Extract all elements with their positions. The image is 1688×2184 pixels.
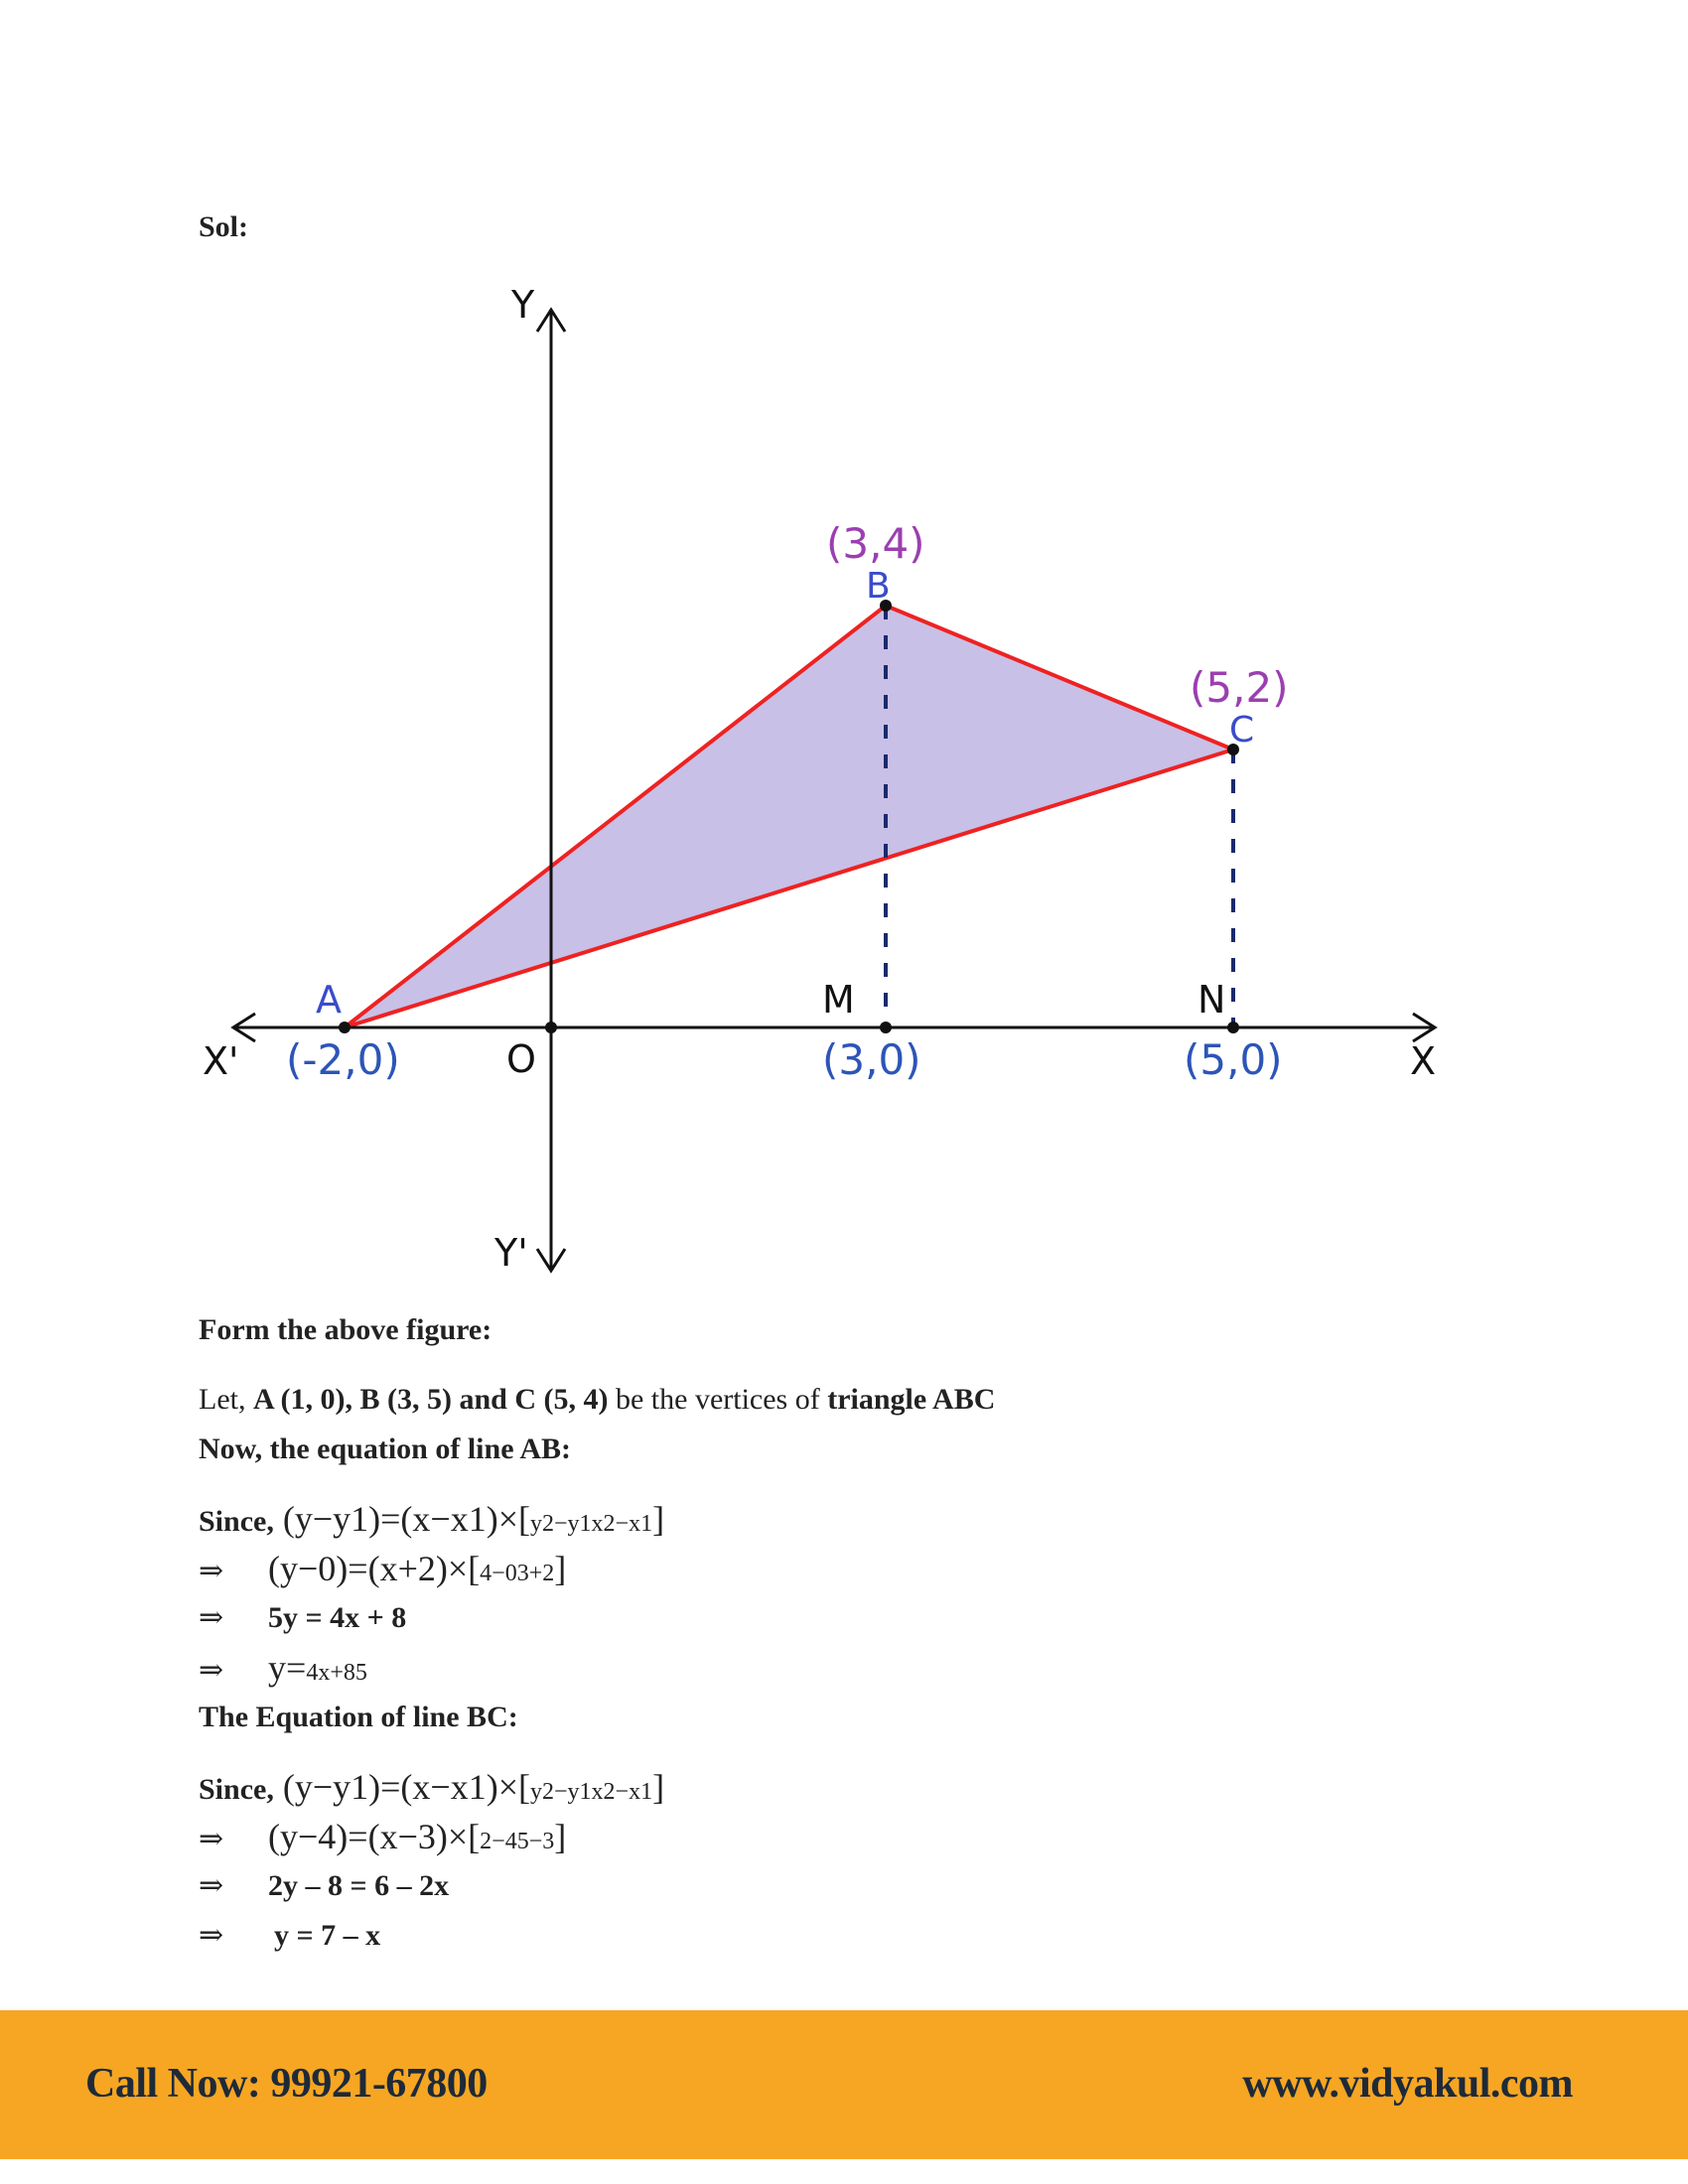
triangle-name: triangle ABC [827, 1383, 996, 1416]
ab-step3-small: 4x+85 [306, 1660, 367, 1686]
website-link[interactable]: www.vidyakul.com [1242, 2061, 1573, 2107]
bc-formula-line [199, 1767, 664, 1812]
point-n [1227, 1022, 1239, 1033]
bc-step3 [199, 1916, 380, 1956]
point-a-label: A [316, 978, 342, 1022]
let-middle: be the vertices of [608, 1383, 828, 1416]
formula-close: ] [652, 1767, 665, 1807]
formula-small: y2−y1x2−x1 [530, 1511, 653, 1537]
ab-step1 [199, 1549, 566, 1593]
ab-formula-line [199, 1499, 664, 1544]
since-label: Since, [199, 1505, 274, 1538]
point-a [339, 1022, 351, 1033]
bc-step1-close: ] [554, 1817, 567, 1856]
triangle-abc-fill [345, 606, 1233, 1027]
sol-label: Sol: [199, 210, 249, 243]
ab-step3-main: y= [268, 1648, 307, 1688]
point-c-coord: (5,2) [1190, 663, 1289, 712]
bc-step1 [199, 1817, 566, 1861]
ab-step1-small: 4−03+2 [480, 1561, 555, 1586]
bc-step1-small: 2−45−3 [480, 1829, 555, 1854]
ab-heading: Now, the equation of line AB: [199, 1433, 572, 1465]
ab-step2 [199, 1598, 406, 1638]
ab-step2-text: 5y = 4x + 8 [268, 1601, 407, 1634]
point-a-coord: (-2,0) [286, 1035, 400, 1084]
bc-step2-text: 2y – 8 = 6 – 2x [268, 1869, 450, 1902]
point-m [880, 1022, 892, 1033]
y-neg-axis-label: Y' [494, 1231, 528, 1275]
bc-step3-text: y = 7 – x [274, 1919, 381, 1952]
x-neg-axis-label: X' [203, 1039, 239, 1083]
implies-arrow: ⇒ [199, 1869, 224, 1902]
origin-label: O [506, 1037, 536, 1081]
point-o [545, 1022, 557, 1033]
ab-step1-close: ] [554, 1549, 567, 1588]
formula-main: (y−y1)=(x−x1)×[ [273, 1767, 530, 1807]
point-m-label: M [822, 978, 855, 1022]
point-n-coord: (5,0) [1184, 1035, 1283, 1084]
point-c-label: C [1229, 710, 1255, 751]
implies-arrow: ⇒ [199, 1601, 224, 1634]
formula-close: ] [652, 1499, 665, 1539]
bc-step1-main: (y−4)=(x−3)×[ [268, 1817, 481, 1856]
implies-arrow: ⇒ [199, 1654, 224, 1687]
ab-step3 [199, 1648, 367, 1693]
vertices-line [199, 1380, 995, 1420]
footer-bar [0, 2010, 1688, 2159]
implies-arrow: ⇒ [199, 1555, 224, 1587]
bc-heading: The Equation of line BC: [199, 1701, 518, 1733]
implies-arrow: ⇒ [199, 1823, 224, 1855]
point-m-coord: (3,0) [822, 1035, 921, 1084]
call-now-text: Call Now: 99921-67800 [85, 2061, 488, 2107]
solution-text [199, 1310, 1539, 1985]
ab-step1-main: (y−0)=(x+2)×[ [268, 1549, 481, 1588]
point-b-label: B [866, 566, 891, 607]
coordinate-figure [179, 268, 1470, 1291]
formula-main: (y−y1)=(x−x1)×[ [273, 1499, 530, 1539]
bc-step2 [199, 1866, 449, 1906]
point-n-label: N [1197, 978, 1226, 1022]
let-prefix: Let, [199, 1383, 253, 1416]
point-b-coord: (3,4) [826, 519, 925, 568]
form-heading: Form the above figure: [199, 1313, 492, 1346]
implies-arrow: ⇒ [199, 1919, 224, 1952]
x-axis-label: X [1410, 1039, 1437, 1083]
formula-small: y2−y1x2−x1 [530, 1779, 653, 1805]
vertex-coordinates: A (1, 0), B (3, 5) and C (5, 4) [252, 1383, 609, 1416]
since-label: Since, [199, 1773, 274, 1806]
y-axis-label: Y [511, 283, 535, 327]
